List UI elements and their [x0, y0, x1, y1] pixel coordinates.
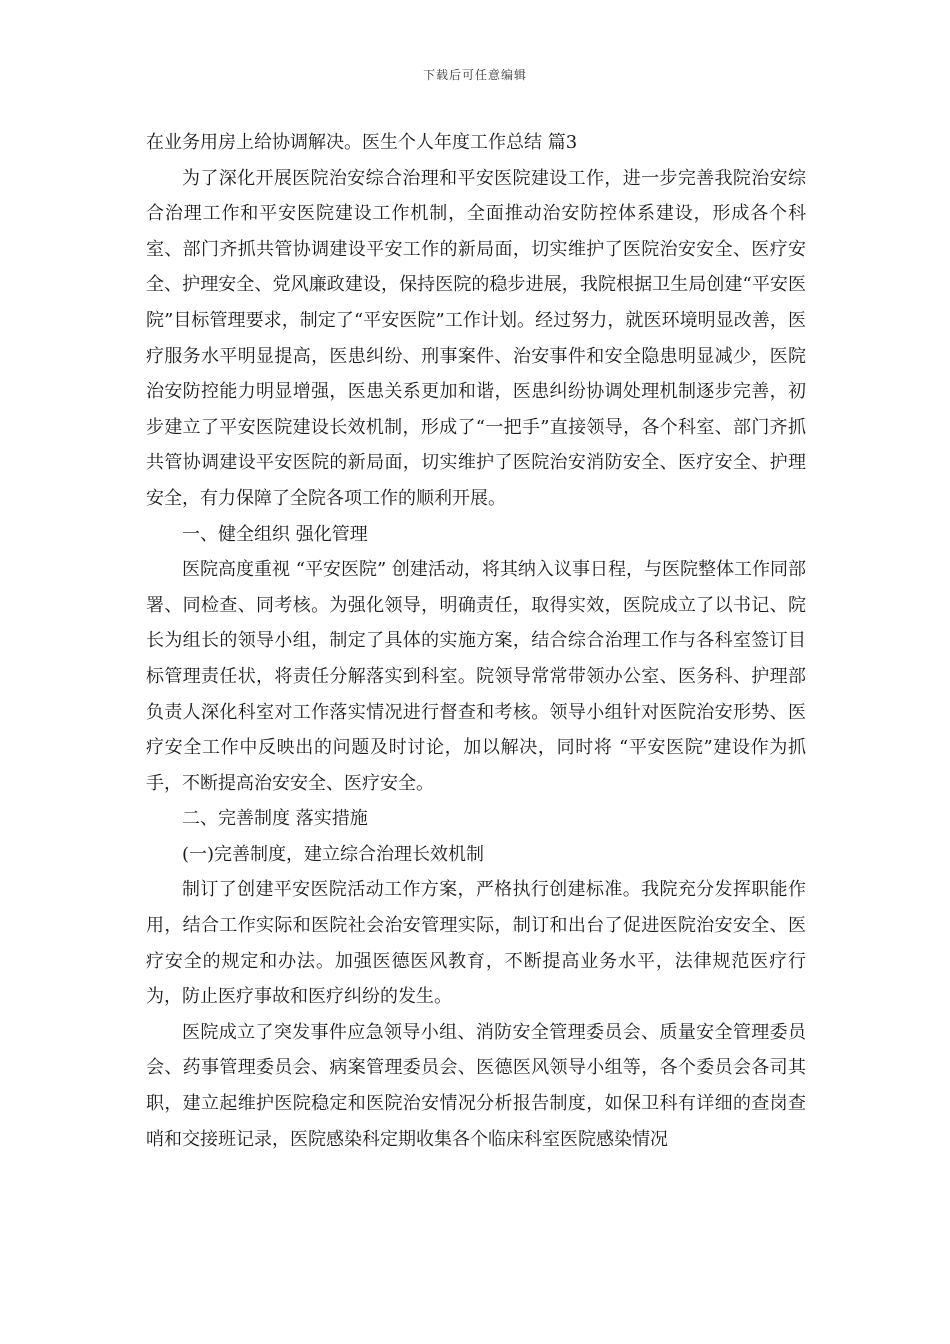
- section-heading-1: 一、健全组织 强化管理: [182, 523, 368, 545]
- paragraph-subsection-1: 制订了创建平安医院活动工作方案，严格执行创建标准。我院充分发挥职能作用，结合工作实际和医院社会治安管理实际，制订和出台了促进医院治安安全、医疗安全的规定和办法。加强医德医风教育，不断提高业务水平，法律规范医疗行为，防止医疗事故和医疗纠纷的发生。: [146, 879, 806, 1008]
- subsection-heading-1: (一)完善制度，建立综合治理长效机制: [182, 843, 485, 865]
- document-body: [146, 125, 806, 1157]
- section-heading-2: 二、完善制度 落实措施: [182, 808, 368, 830]
- paragraph-committees: 医院成立了突发事件应急领导小组、消防安全管理委员会、质量安全管理委员会、药事管理委员会、病案管理委员会、医德医风领导小组等，各个委员会各司其职，建立起维护医院稳定和医院治安情况分析报告制度，如保卫科有详细的查岗查哨和交接班记录，医院感染科定期收集各个临床科室医院感染情况: [146, 1021, 806, 1150]
- page-header-note: 下载后可任意编辑: [422, 68, 527, 82]
- paragraph-continuation: 在业务用房上给协调解决。医生个人年度工作总结 篇3: [146, 132, 578, 153]
- paragraph-section-1: 医院高度重视 “平安医院” 创建活动，将其纳入议事日程，与医院整体工作同部署、同检查、同考核。为强化领导，明确责任，取得实效，医院成立了以书记、院长为组长的领导小组，制定了具体的实施方案，结合综合治理工作与各科室签订目标管理责任状，将责任分解落实到科室。院领导常常带领办公室、医务科、护理部负责人深化科室对工作落实情况进行督查和考核。领导小组针对医院治安形势、医疗安全工作中反映出的问题及时讨论，加以解决，同时将 “平安医院”建设作为抓手，不断提高治安安全、医疗安全。: [146, 559, 806, 794]
- paragraph-intro: 为了深化开展医院治安综合治理和平安医院建设工作，进一步完善我院治安综合治理工作和平安医院建设工作机制，全面推动治安防控体系建设，形成各个科室、部门齐抓共管协调建设平安工作的新局面，切实维护了医院治安安全、医疗安全、护理安全、党风廉政建设，保持医院的稳步进展，我院根据卫生局创建“平安医院”目标管理要求，制定了“平安医院”工作计划。经过努力，就医环境明显改善，医疗服务水平明显提高，医患纠纷、刑事案件、治安事件和安全隐患明显减少，医院治安防控能力明显增强，医患关系更加和谐，医患纠纷协调处理机制逐步完善，初步建立了平安医院建设长效机制，形成了“一把手”直接领导，各个科室、部门齐抓共管协调建设平安医院的新局面，切实维护了医院治安消防安全、医疗安全、护理安全，有力保障了全院各项工作的顺利开展。: [146, 167, 806, 509]
